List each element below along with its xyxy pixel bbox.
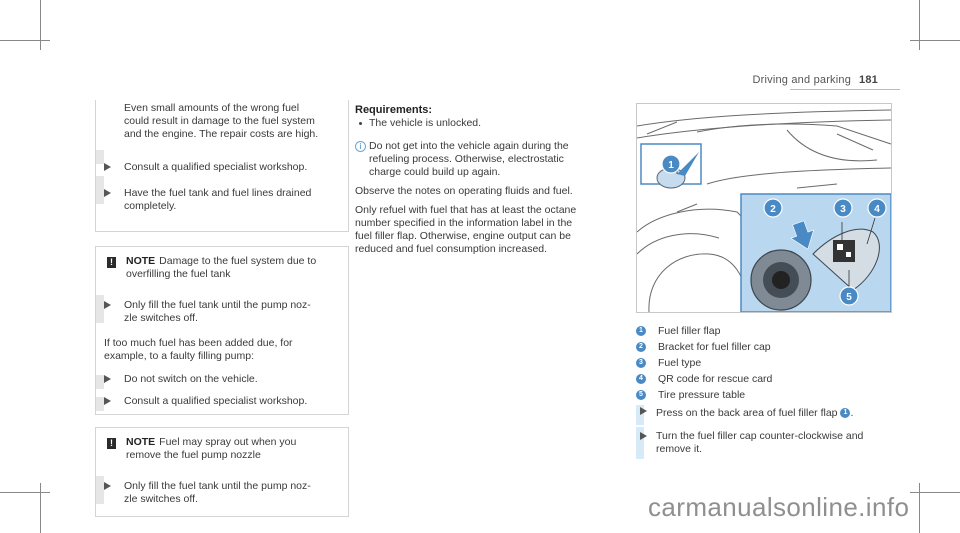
header-rule: [790, 89, 900, 90]
note-spray-block: [95, 427, 349, 517]
svg-text:4: 4: [874, 204, 880, 215]
svg-text:3: 3: [840, 204, 846, 215]
step-arrow-icon: [104, 482, 111, 490]
section-title: Driving and parking: [752, 74, 852, 86]
step-arrow-icon: [104, 301, 111, 309]
requirement-item: The vehicle is unlocked.: [355, 117, 617, 130]
inline-callout-1: 1: [840, 408, 850, 418]
qr-code-icon: [833, 240, 855, 262]
step-arrow-icon: [104, 189, 111, 197]
step-consult-workshop-2: Consult a qualified specialist workshop.: [96, 395, 348, 408]
crop-mark: [0, 40, 50, 41]
step-arrow-icon: [104, 163, 111, 171]
crop-mark: [919, 483, 920, 533]
step-turn-cap: Turn the fuel filler cap counter-clockwise and remove it.: [636, 430, 896, 456]
warning-icon: !: [107, 438, 116, 449]
crop-mark: [910, 492, 960, 493]
crop-mark: [40, 483, 41, 533]
svg-text:2: 2: [770, 204, 776, 215]
vehicle-side-drawing: [637, 104, 891, 312]
note-overfilling-block: [95, 246, 349, 415]
fuel-filler-illustration: [636, 103, 892, 313]
callout-5: [840, 287, 858, 305]
note-fuel-spray: ! NOTE Fuel may spray out when you remove the fuel pump nozzle: [96, 436, 348, 462]
operating-fluids-note: Observe the notes on operating fluids and fuel.: [355, 185, 573, 197]
legend-item: 3 Fuel type: [636, 357, 896, 370]
note-overfilling: ! NOTE Damage to the fuel system due to overfilling the fuel tank: [96, 255, 348, 281]
warning-continuation-block: [95, 100, 349, 232]
legend-item: 2 Bracket for fuel filler cap: [636, 341, 896, 354]
crop-mark: [0, 492, 50, 493]
bullet-dot: [359, 122, 362, 125]
step-arrow-icon: [640, 432, 647, 440]
step-fill-until-off-2: Only fill the fuel tank until the pump noz- zle switches off.: [96, 480, 348, 506]
step-do-not-switch-on: Do not switch on the vehicle.: [96, 373, 348, 386]
info-icon: i: [355, 141, 366, 152]
left-column: [95, 100, 349, 517]
callout-3: [834, 199, 852, 217]
illustration-legend: [636, 325, 896, 405]
callout-1: [662, 155, 680, 173]
legend-item: 4 QR code for rescue card: [636, 373, 896, 386]
refuel-steps: [636, 405, 896, 456]
page-header: [752, 74, 878, 87]
crop-mark: [919, 0, 920, 50]
crop-mark: [910, 40, 960, 41]
step-arrow-icon: [104, 375, 111, 383]
requirements-title: Requirements:: [355, 104, 433, 116]
page-number: 181: [859, 74, 878, 86]
overfill-paragraph: If too much fuel has been added due, for example, to a faulty filling pump:: [104, 337, 293, 362]
svg-text:5: 5: [846, 292, 852, 303]
legend-item: 1 Fuel filler flap: [636, 325, 896, 338]
callout-2: [764, 199, 782, 217]
watermark: carmanualsonline.info: [648, 492, 910, 522]
legend-item: 5 Tire pressure table: [636, 389, 896, 402]
step-press-flap: Press on the back area of fuel filler flap 1 .: [636, 405, 896, 420]
info-note: i Do not get into the vehicle again during the refueling process. Otherwise, electrostatic charge could build up again.: [355, 140, 617, 179]
step-arrow-icon: [640, 407, 647, 415]
warning-icon: !: [107, 257, 116, 268]
octane-paragraph: Only refuel with fuel that has at least the octane number specified in the information label in the fuel filler flap. Otherwise, engine output can be reduced and fuel consumption increased.: [355, 204, 577, 255]
crop-mark: [40, 0, 41, 50]
middle-column: [355, 104, 617, 256]
step-consult-workshop: Consult a qualified specialist workshop.: [96, 161, 348, 174]
intro-text: Even small amounts of the wrong fuel could result in damage to the fuel system and the engine. The repair costs are high.: [124, 102, 319, 140]
step-arrow-icon: [104, 397, 111, 405]
callout-4: [868, 199, 886, 217]
step-drain-tank: Have the fuel tank and fuel lines drained completely.: [96, 187, 348, 231]
step-fill-until-off: Only fill the fuel tank until the pump noz- zle switches off.: [96, 299, 348, 325]
svg-text:1: 1: [668, 160, 674, 171]
